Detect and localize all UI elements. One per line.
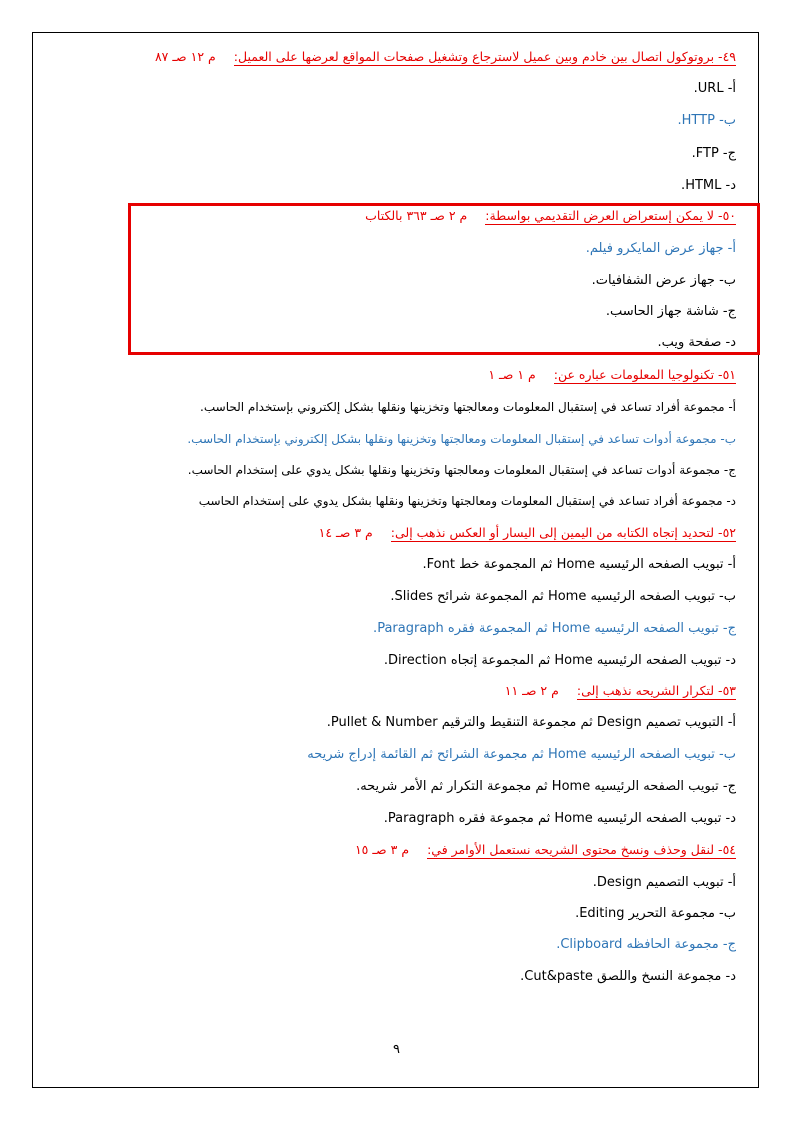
option-d: د- صفحة ويب. <box>657 335 736 350</box>
option-b-correct: ب- تبويب الصفحه الرئيسيه Home ثم مجموعة الشرائح ثم القائمة إدراج شريحه <box>307 747 736 762</box>
option-b-correct: ب- HTTP. <box>677 113 736 128</box>
option-a-correct: أ- جهاز عرض المايكرو فيلم. <box>585 241 736 256</box>
option-c-correct: ج- مجموعة الحافظه Clipboard. <box>556 937 736 952</box>
question-51 <box>488 366 736 384</box>
option-c-correct: ج- تبويب الصفحه الرئيسيه Home ثم المجموعة فقره Paragraph. <box>373 621 736 636</box>
option-d: د- تبويب الصفحه الرئيسيه Home ثم مجموعة فقره Paragraph. <box>383 811 736 826</box>
question-text: ٥٤- لنقل وحذف ونسخ محتوى الشريحه نستعمل الأوامر في: <box>427 842 736 857</box>
option-d: د- مجموعة النسخ واللصق Cut&paste. <box>520 969 736 984</box>
option-a: أ- URL. <box>693 81 736 96</box>
question-reference: م ٣ صـ ١٥ <box>354 842 410 857</box>
question-reference: م ١ صـ ١ <box>488 367 536 382</box>
option-d: د- HTML. <box>681 178 736 193</box>
option-c: ج- شاشة جهاز الحاسب. <box>605 304 736 319</box>
option-c: ج- تبويب الصفحه الرئيسيه Home ثم مجموعة التكرار ثم الأمر شريحه. <box>356 779 736 794</box>
question-54 <box>355 841 736 859</box>
question-53 <box>505 682 736 700</box>
option-a: أ- تبويب التصميم Design. <box>592 875 736 890</box>
option-c: ج- FTP. <box>691 146 736 161</box>
option-b: ب- تبويب الصفحه الرئيسيه Home ثم المجموعة شرائح Slides. <box>390 589 736 604</box>
question-reference: م ٢ صـ ٣٦٣ بالكتاب <box>365 208 468 223</box>
option-d: د- مجموعة أفراد تساعد في إستقبال المعلومات ومعالجتها وتخزينها ونقلها بشكل يدوي على إستخدام الحاسب <box>198 494 736 508</box>
question-52 <box>319 524 736 542</box>
option-c: ج- مجموعة أدوات تساعد في إستقبال المعلومات ومعالجتها وتخزينها ونقلها بشكل يدوي على إستخدام الحاسب. <box>187 463 736 477</box>
question-reference: م ٣ صـ ١٤ <box>318 525 373 540</box>
question-text: ٥٢- لتحديد إتجاه الكتابه من اليمين إلى اليسار أو العكس نذهب إلى: <box>390 525 736 540</box>
option-a: أ- مجموعة أفراد تساعد في إستقبال المعلومات ومعالجتها وتخزينها ونقلها بشكل إلكتروني بإستخدام الحاسب. <box>200 400 736 414</box>
question-text: ٥٠- لا يمكن إستعراض العرض التقديمي بواسطة: <box>485 208 736 223</box>
question-reference: م ١٢ صـ ٨٧ <box>154 49 216 64</box>
option-a: أ- التبويب تصميم Design ثم مجموعة التنقيط والترقيم Pullet & Number. <box>326 715 736 730</box>
question-49 <box>155 48 736 66</box>
question-50 <box>365 207 736 225</box>
page-number: ٩ <box>393 1042 400 1057</box>
option-d: د- تبويب الصفحه الرئيسيه Home ثم المجموعة إتجاه Direction. <box>383 653 736 668</box>
option-b: ب- مجموعة التحرير Editing. <box>575 906 736 921</box>
question-text: ٥١- تكنولوجيا المعلومات عباره عن: <box>553 367 736 382</box>
question-text: ٤٩- بروتوكول اتصال بين خادم وبين عميل لاسترجاع وتشغيل صفحات المواقع لعرضها على العميل: <box>233 49 736 64</box>
option-a: أ- تبويب الصفحه الرئيسيه Home ثم المجموعة خط Font. <box>422 557 736 572</box>
question-text: ٥٣- لتكرار الشريحه نذهب إلى: <box>576 683 736 698</box>
question-reference: م ٢ صـ ١١ <box>504 683 559 698</box>
option-b-correct: ب- مجموعة أدوات تساعد في إستقبال المعلومات ومعالجتها وتخزينها ونقلها بشكل إلكتروني بإستخدام الحاسب. <box>187 432 736 446</box>
option-b: ب- جهاز عرض الشفافيات. <box>591 273 736 288</box>
